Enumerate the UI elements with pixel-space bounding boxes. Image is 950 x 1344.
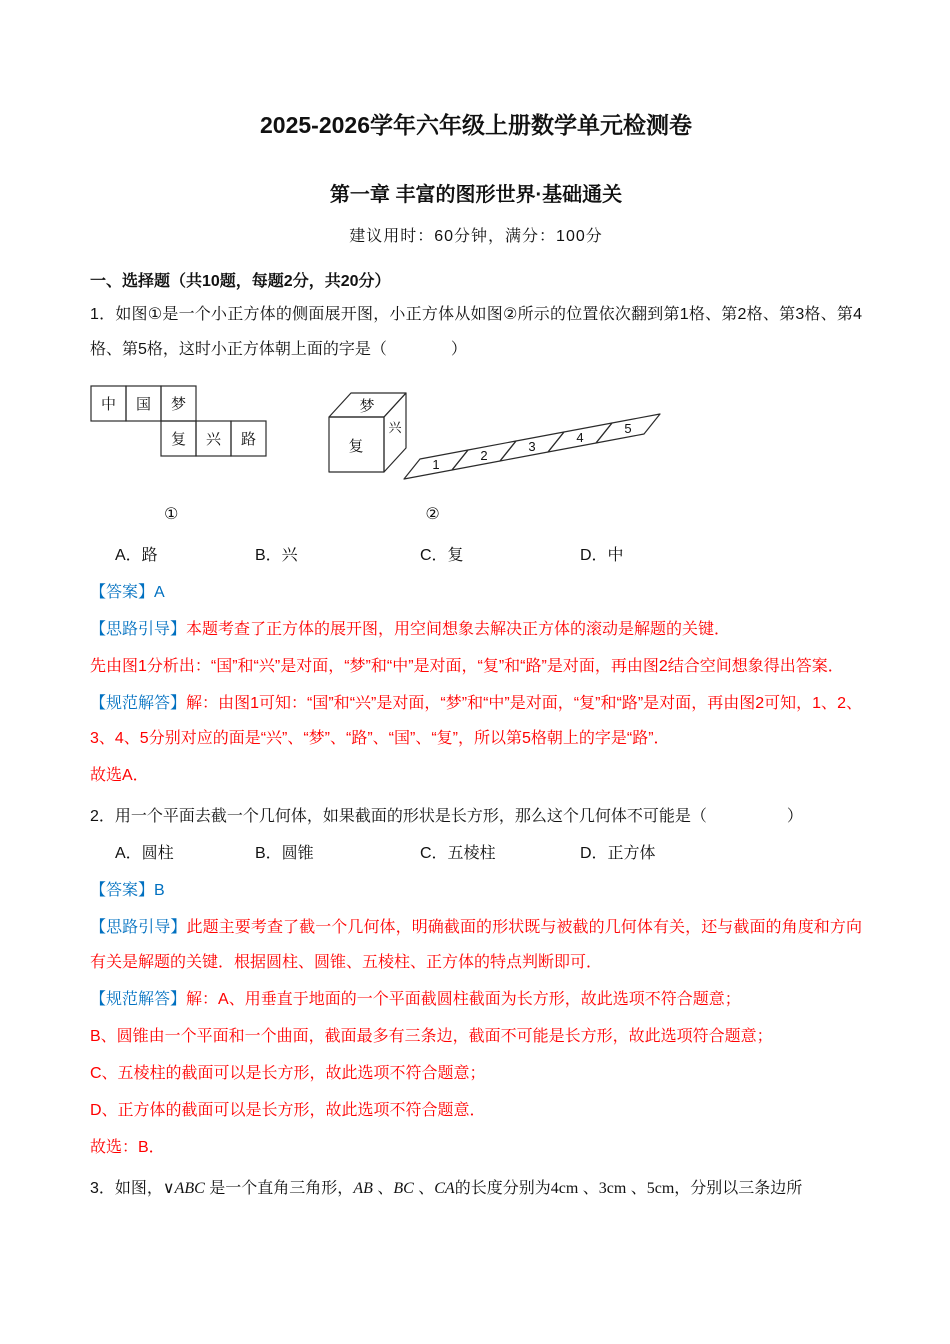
doc-title: 2025-2026学年六年级上册数学单元检测卷 bbox=[260, 112, 692, 138]
q2-conclusion: 故选：B． bbox=[90, 1139, 165, 1156]
q1-stem: 1．如图①是一个小正方体的侧面展开图，小正方体从如图②所示的位置依次翻到第1格、第2格、第3格、第4格、第5格，这时小正方体朝上面的字是（ ） bbox=[90, 306, 862, 358]
grid-cell-number: 3 bbox=[528, 439, 536, 454]
q3-stem-text: 、 bbox=[377, 1180, 394, 1197]
q3-length-4cm: 4cm bbox=[550, 1180, 579, 1197]
figure2-label: ② bbox=[425, 506, 440, 523]
net-char: 复 bbox=[170, 431, 187, 448]
q3-stem bbox=[90, 1171, 862, 1206]
q1-hint-detail: 先由图1分析出：“国”和“兴”是对面，“梦”和“中”是对面，“复”和“路”是对面，再由图2结合空间想象得出答案． bbox=[90, 658, 844, 675]
q2-option-d: D．正方体 bbox=[580, 845, 656, 862]
q2-solution-option-b: B、圆锥由一个平面和一个曲面，截面最多有三条边，截面不可能是长方形，故此选项符合题意； bbox=[90, 1028, 773, 1045]
q3-stem-text: 的长度分别为 bbox=[454, 1180, 551, 1197]
grid-cell-number: 1 bbox=[432, 457, 440, 472]
cube-top-label: 梦 bbox=[359, 398, 375, 415]
q3-side-ab: AB bbox=[353, 1180, 373, 1197]
cube-front-label: 复 bbox=[348, 438, 364, 455]
exam-meta: 建议用时：60分钟，满分：100分 bbox=[349, 228, 603, 245]
q2-solution-row bbox=[90, 982, 862, 1017]
answer-label: 【答案】 bbox=[90, 882, 155, 899]
q1-figures bbox=[90, 375, 862, 500]
hint-intro: 本题考查了正方体的展开图，用空间想象去解决正方体的滚动是解题的关键． bbox=[186, 621, 731, 638]
net-char: 兴 bbox=[205, 431, 222, 448]
q2-option-c: C．五棱柱 bbox=[420, 845, 496, 862]
q3-length-3cm: 3cm bbox=[598, 1180, 627, 1197]
q1-option-d: D．中 bbox=[580, 547, 624, 564]
q3-length-5cm: 5cm bbox=[646, 1180, 675, 1197]
q2-hint-row bbox=[90, 910, 862, 980]
cube-rolling-figure bbox=[314, 375, 684, 500]
solution-label: 【规范解答】 bbox=[90, 695, 187, 712]
grid-cell-number: 4 bbox=[576, 430, 584, 445]
net-char: 中 bbox=[100, 396, 117, 413]
q2-stem: 2．用一个平面去截一个几何体，如果截面的形状是长方形，那么这个几何体不可能是（ ） bbox=[90, 808, 803, 825]
q3-stem-text: 、 bbox=[418, 1180, 435, 1197]
solution-option-a: 解：A、用垂直于地面的一个平面截圆柱截面为长方形，故此选项不符合题意； bbox=[186, 991, 741, 1008]
q3-stem-text: 、 bbox=[582, 1180, 599, 1197]
q3-side-ca: CA bbox=[434, 1180, 455, 1197]
answer-label: 【答案】 bbox=[90, 584, 155, 601]
q1-solution-row bbox=[90, 686, 862, 756]
q1-answer-row bbox=[90, 575, 862, 610]
answer-value: B bbox=[154, 882, 165, 899]
q1-figure-cube bbox=[314, 375, 684, 500]
q1-option-c: C．复 bbox=[420, 547, 464, 564]
q3-stem-text: 3．如图， bbox=[90, 1180, 163, 1197]
solution-label: 【规范解答】 bbox=[90, 991, 187, 1008]
figure1-label: ① bbox=[164, 506, 179, 523]
section-heading: 一、选择题（共10题，每题2分，共20分） bbox=[90, 273, 391, 290]
solution-text: 解：由图1可知：“国”和“兴”是对面，“梦”和“中”是对面，“复”和“路”是对面，再由图2可知，1、2、3、4、5分别对应的面是“兴”、“梦”、“路”、“国”、“复”，所以第5格朝上的字是“路”． bbox=[90, 695, 862, 747]
q1-hint-row bbox=[90, 612, 862, 647]
answer-value: A bbox=[154, 584, 165, 601]
q2-option-b: B．圆锥 bbox=[255, 845, 314, 862]
net-char: 梦 bbox=[170, 396, 187, 413]
q3-stem-text: 是一个直角三角形， bbox=[209, 1180, 354, 1197]
net-char: 路 bbox=[240, 431, 257, 448]
q2-answer-row bbox=[90, 873, 862, 908]
q1-options bbox=[90, 538, 862, 573]
q2-option-a: A．圆柱 bbox=[115, 845, 174, 862]
q2-solution-option-d: D、正方体的截面可以是长方形，故此选项不符合题意． bbox=[90, 1102, 486, 1119]
q1-conclusion: 故选A． bbox=[90, 767, 149, 784]
q1-figure-net bbox=[90, 375, 272, 457]
q2-solution-option-c: C、五棱柱的截面可以是长方形，故此选项不符合题意； bbox=[90, 1065, 486, 1082]
chapter-heading: 第一章 丰富的图形世界·基础通关 bbox=[329, 184, 623, 206]
grid-cell-number: 2 bbox=[480, 448, 488, 463]
q3-stem-text: 、 bbox=[630, 1180, 647, 1197]
q1-option-a: A．路 bbox=[115, 547, 158, 564]
q3-triangle-abc: ∨ABC bbox=[162, 1180, 205, 1197]
cube-net-figure bbox=[90, 385, 272, 457]
q3-stem-text: ，分别以三条边所 bbox=[674, 1180, 803, 1197]
cube-right-label: 兴 bbox=[388, 420, 402, 435]
hint-text: 此题主要考查了截一个几何体，明确截面的形状既与被截的几何体有关，还与截面的角度和方向有关是解题的关键．根据圆柱、圆锥、五棱柱、正方体的特点判断即可． bbox=[90, 919, 862, 971]
grid-cell-number: 5 bbox=[624, 421, 632, 436]
net-char: 国 bbox=[135, 396, 152, 413]
q3-side-bc: BC bbox=[393, 1180, 414, 1197]
hint-label: 【思路引导】 bbox=[90, 621, 187, 638]
q2-options bbox=[90, 836, 862, 871]
hint-label: 【思路引导】 bbox=[90, 919, 187, 936]
q1-option-b: B．兴 bbox=[255, 547, 298, 564]
figure-labels bbox=[90, 502, 862, 528]
